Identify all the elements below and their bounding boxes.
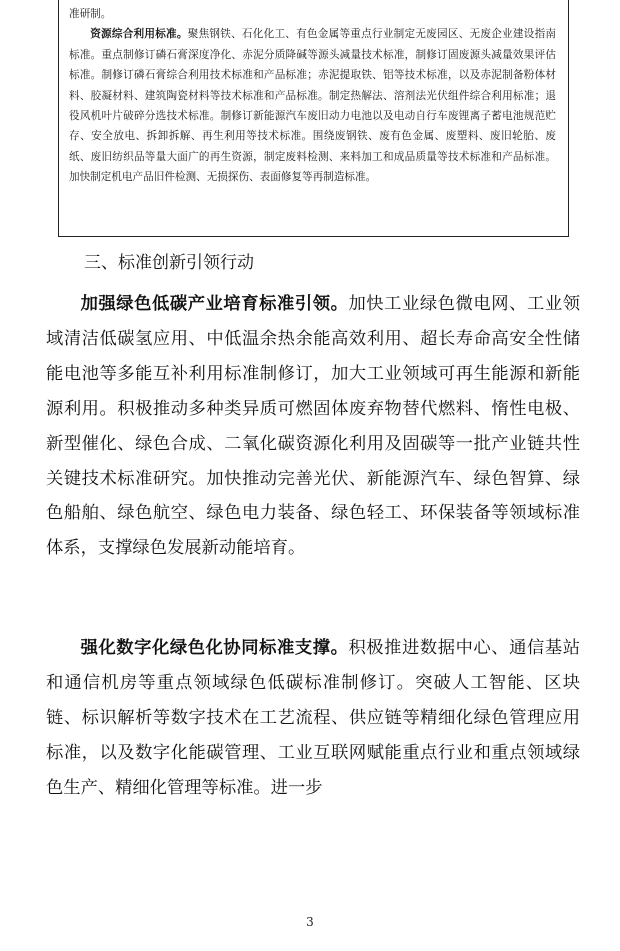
paragraph-lead: 加强绿色低碳产业培育标准引领。 — [80, 294, 349, 314]
boxed-text-block — [58, 0, 569, 237]
section-title: 三、标准创新引领行动 — [84, 253, 254, 273]
box-paragraph — [69, 24, 556, 187]
box-continuation-line: 准研制。 — [69, 8, 112, 20]
box-paragraph-lead: 资源综合利用标准。 — [90, 28, 188, 41]
paragraph-body: 积极推进数据中心、通信基站和通信机房等重点领域绿色低碳标准制修订。突破人工智能、区块链、标识解析等数字技术在工艺流程、供应链等精细化绿色管理应用标准，以及数字化能碳管理、工业互联网赋能重点行业和重点领域绿色生产、精细化管理等标准。进一步 — [46, 638, 580, 798]
paragraph-body: 加快工业绿色微电网、工业领域清洁低碳氢应用、中低温余热余能高效利用、超长寿命高安全性储能电池等多能互补利用标准制修订，加大工业领域可再生能源和新能源利用。积极推动多种类异质可燃固体废弃物替代燃料、惰性电极、新型催化、绿色合成、二氧化碳资源化利用及固碳等一批产业链共性关键技术标准研究。加快推动完善光伏、新能源汽车、绿色智算、绿色船舶、绿色航空、绿色电力装备、绿色轻工、环保装备等领域标准体系，支撑绿色发展新动能培育。 — [46, 294, 580, 559]
box-paragraph-body: 聚焦钢铁、石化化工、有色金属等重点行业制定无废园区、无废企业建设指南标准。重点制修订磷石膏深度净化、赤泥分质降碱等源头减量技术标准，制修订固废源头减量效果评估标准。制修订磷石膏综合利用技术标准和产品标准；赤泥提取铁、铝等技术标准，以及赤泥制备粉体材料、胶凝材料、建筑陶瓷材料等技术标准和产品标准。制定热解法、溶剂法光伏组件综合利用标准；退役风机叶片破碎分选技术标准。制修订新能源汽车废旧动力电池以及电动自行车废锂离子蓄电池规范贮存、安全放电、拆卸拆解、再生利用等技术标准。围绕废钢铁、废有色金属、废塑料、废旧轮胎、废纸、废旧纺织品等量大面广的再生资源，制定废料检测、来料加工和成品质量等技术标准和产品标准。加快制定机电产品旧件检测、无损探伤、表面修复等再制造标准。 — [69, 28, 556, 184]
paragraph-digital-green — [46, 631, 580, 806]
paragraph-lead: 强化数字化绿色化协同标准支撑。 — [80, 638, 349, 658]
paragraph-green-low-carbon — [46, 287, 580, 566]
page-number: 3 — [306, 915, 314, 929]
